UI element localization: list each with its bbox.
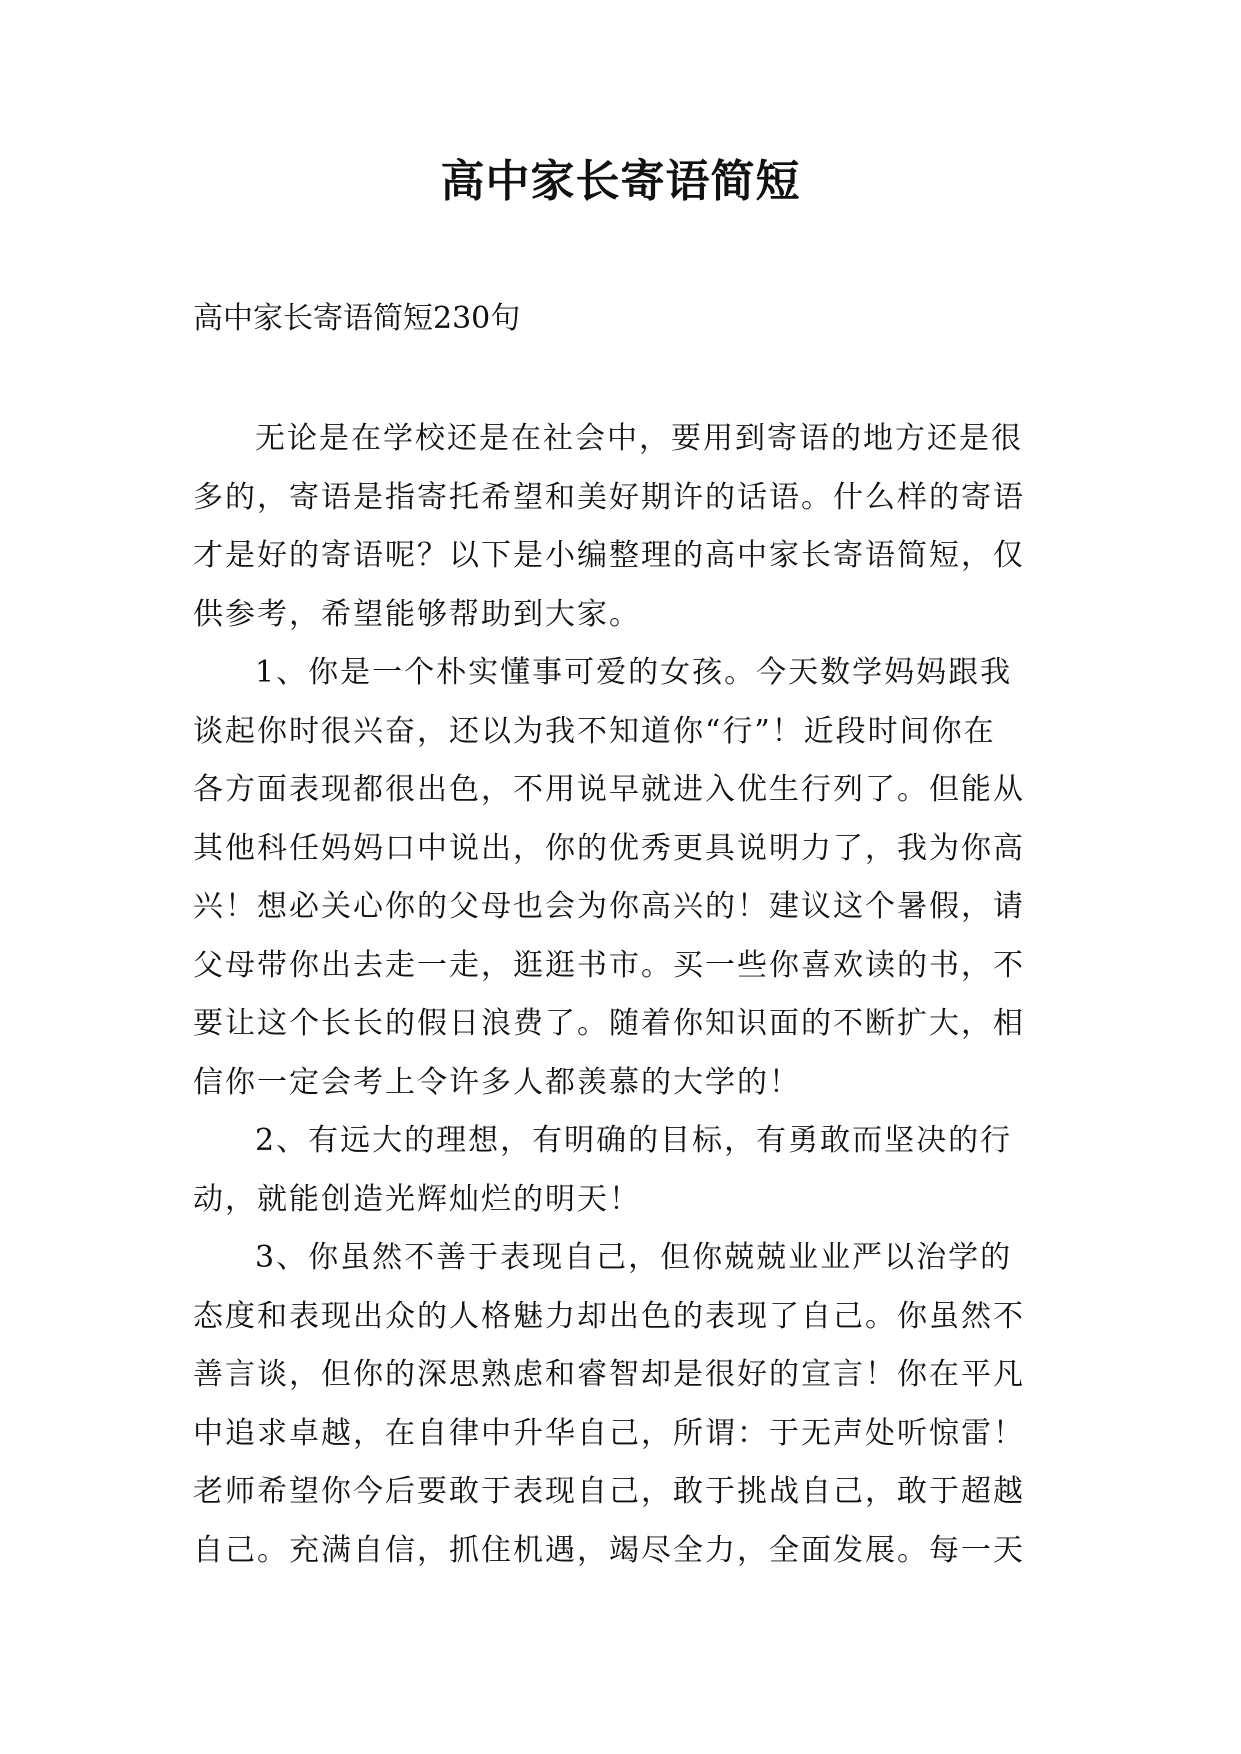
paragraph-item-2-line: 动，就能创造光辉灿烂的明天！ [193, 1181, 641, 1217]
paragraph-item-2-line: 2、有远大的理想，有明确的目标，有勇敢而坚决的行 [255, 1123, 1013, 1158]
paragraph-item-3-line: 中追求卓越，在自律中升华自己，所谓：于无声处听惊雷！ [193, 1415, 1025, 1451]
paragraph-intro-line: 多的，寄语是指寄托希望和美好期许的话语。什么样的寄语 [193, 479, 1025, 515]
paragraph-item-1-line: 要让这个长长的假日浪费了。随着你知识面的不断扩大，相 [193, 1006, 1025, 1041]
paragraph-item-1-line: 谈起你时很兴奋，还以为我不知道你“行”！近段时间你在 [193, 713, 996, 749]
document-subtitle: 高中家长寄语简短230句 [193, 301, 521, 336]
paragraph-intro-line: 才是好的寄语呢？以下是小编整理的高中家长寄语简短，仅 [193, 538, 1025, 573]
paragraph-item-3-line: 自己。充满自信，抓住机遇，竭尽全力，全面发展。每一天 [193, 1532, 1025, 1568]
paragraph-item-1-line: 各方面表现都很出色，不用说早就进入优生行列了。但能从 [193, 772, 1025, 807]
paragraph-intro-line: 供参考，希望能够帮助到大家。 [193, 596, 641, 632]
paragraph-item-3-line: 态度和表现出众的人格魅力却出色的表现了自己。你虽然不 [193, 1298, 1025, 1334]
paragraph-item-3-line: 老师希望你今后要敢于表现自己，敢于挑战自己，敢于超越 [193, 1474, 1025, 1509]
document-body [193, 410, 1057, 1580]
paragraph-item-3-line: 3、你虽然不善于表现自己，但你兢兢业业严以治学的 [255, 1240, 1013, 1275]
paragraph-item-1-line: 1、你是一个朴实懂事可爱的女孩。今天数学妈妈跟我 [255, 655, 1013, 690]
paragraph-item-1-line: 其他科任妈妈口中说出，你的优秀更具说明力了，我为你高 [193, 830, 1025, 866]
paragraph-item-1-line: 信你一定会考上令许多人都羡慕的大学的！ [193, 1064, 801, 1100]
document-title: 高中家长寄语简短 [440, 156, 801, 207]
paragraph-item-3-line: 善言谈，但你的深思熟虑和睿智却是很好的宣言！你在平凡 [193, 1357, 1025, 1392]
paragraph-intro-line: 无论是在学校还是在社会中，要用到寄语的地方还是很 [255, 421, 1023, 456]
paragraph-item-1-line: 兴！想必关心你的父母也会为你高兴的！建议这个暑假，请 [193, 889, 1025, 924]
paragraph-item-1-line: 父母带你出去走一走，逛逛书市。买一些你喜欢读的书，不 [193, 947, 1025, 983]
